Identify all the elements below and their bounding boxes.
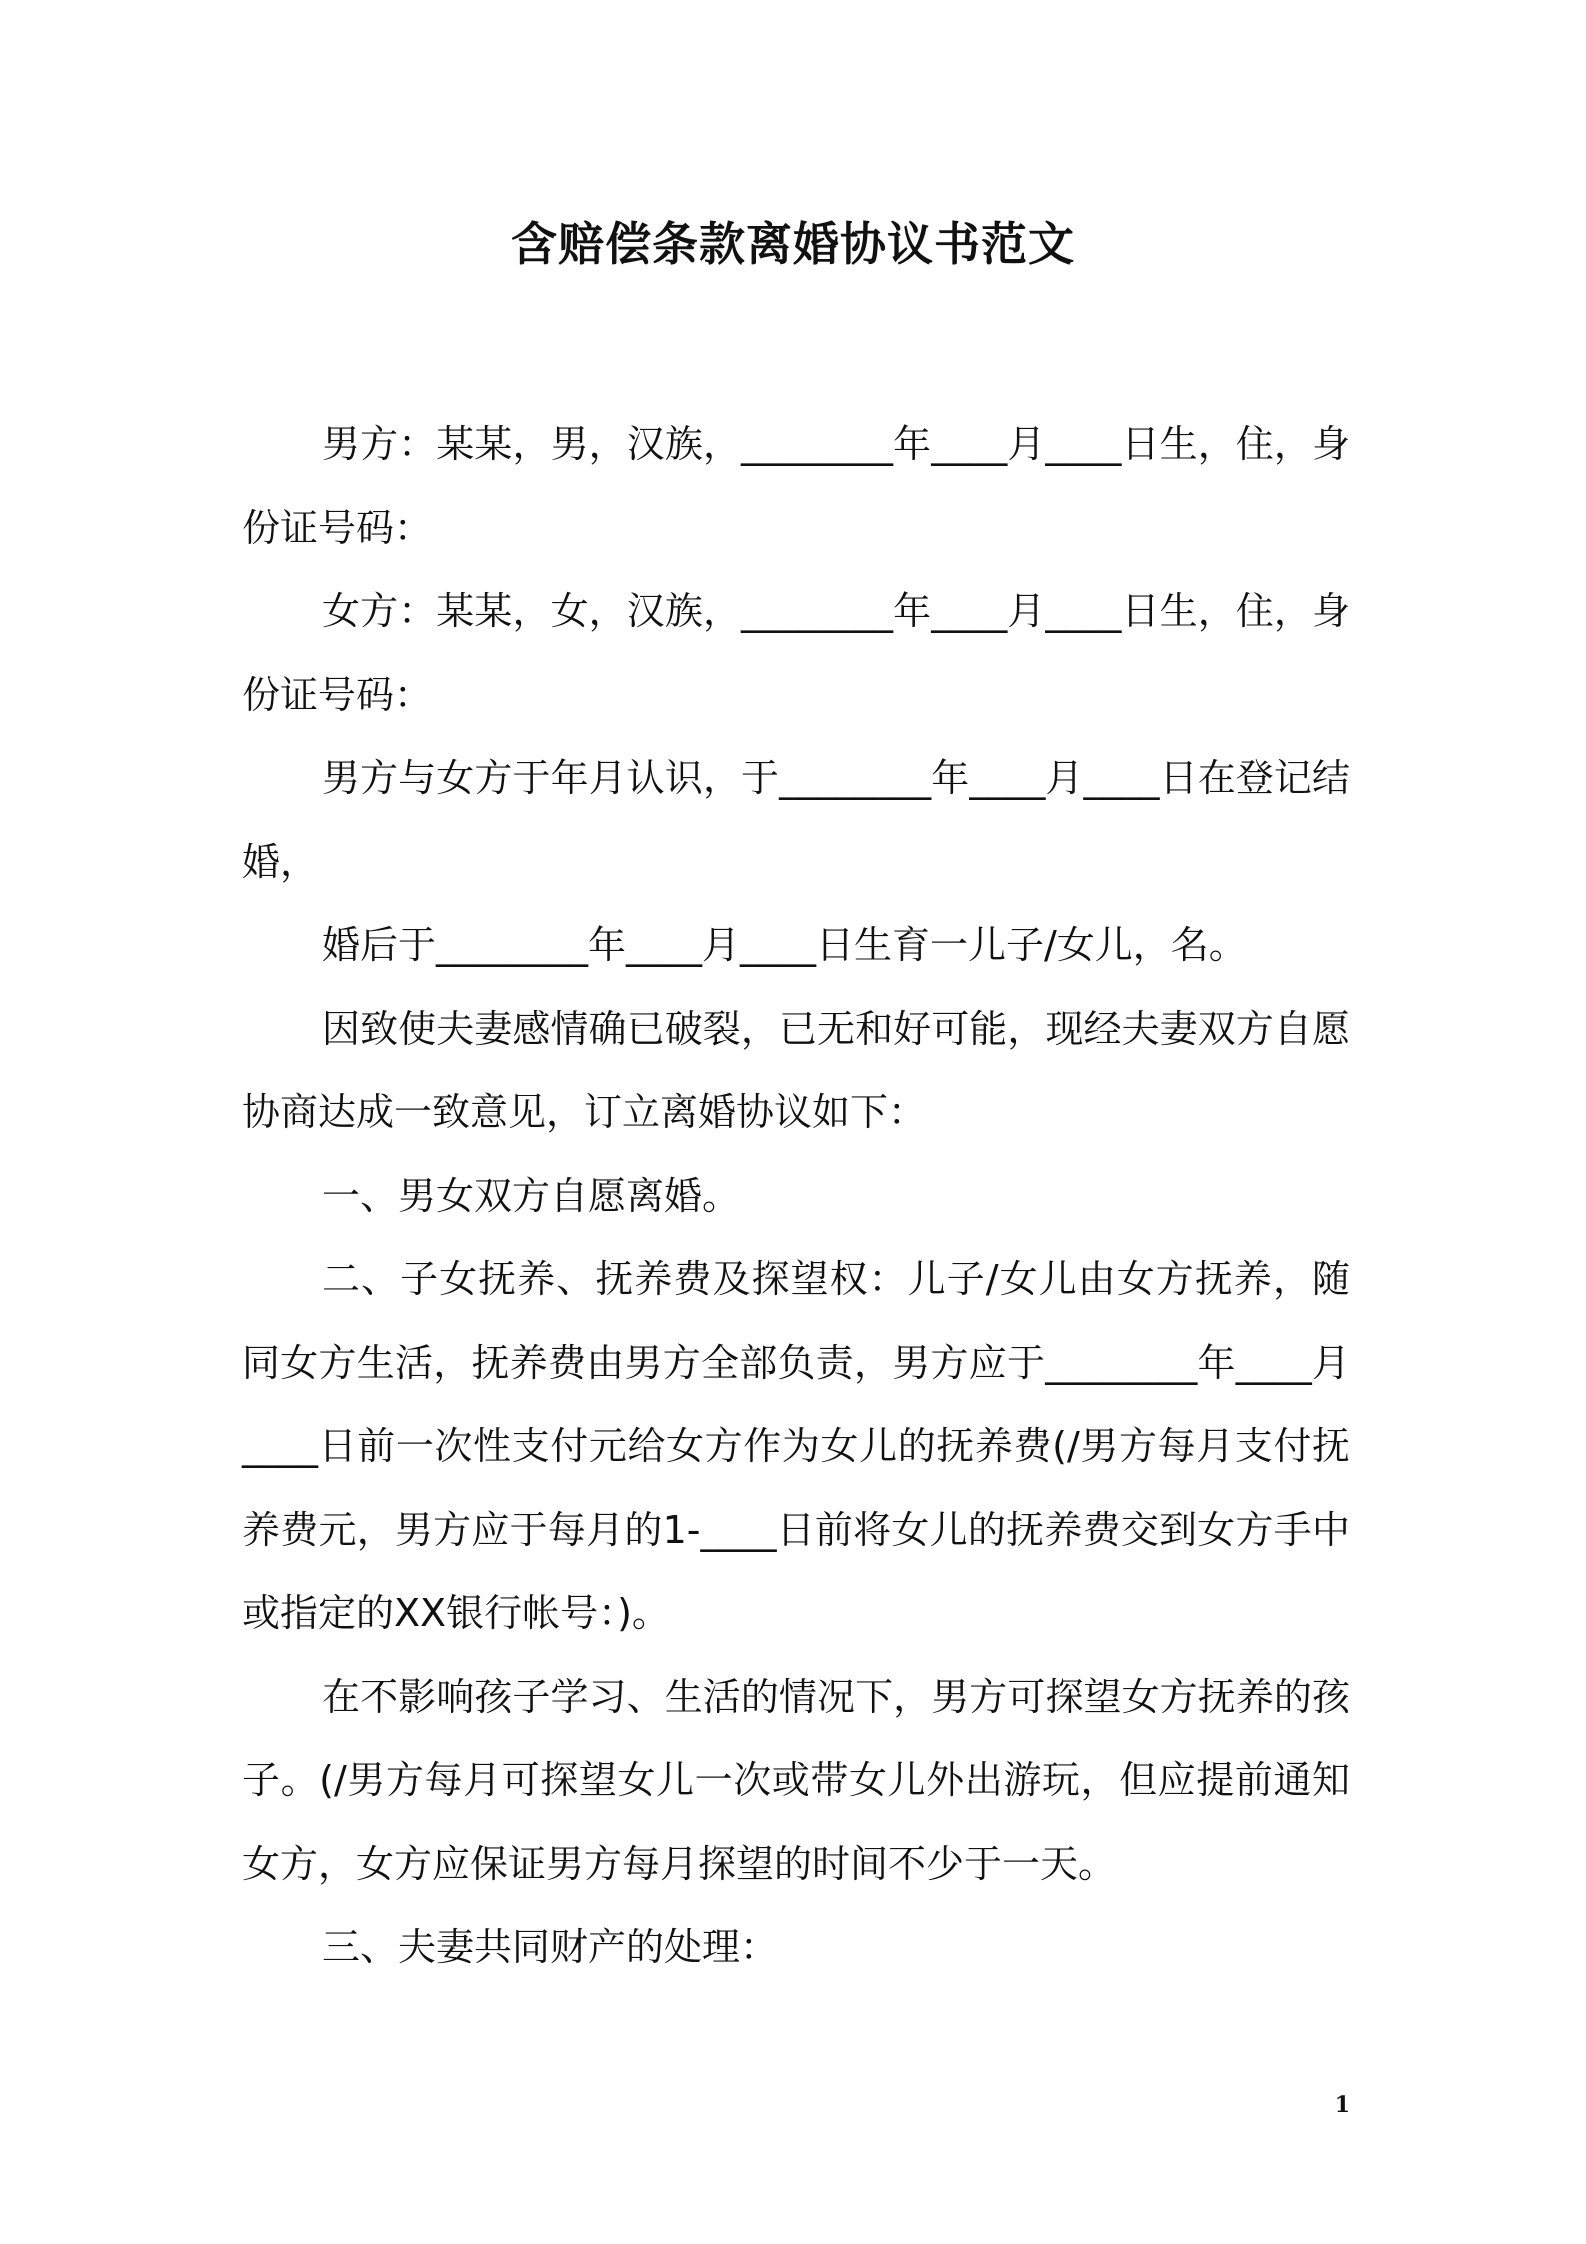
- paragraph-marriage-registration: 男方与女方于年月认识，于________年____月____日在登记结婚，: [242, 756, 1350, 884]
- document-title: 含赔偿条款离婚协议书范文: [511, 217, 1075, 271]
- clause-property-division: 三、夫妻共同财产的处理：: [322, 1925, 779, 1969]
- paragraph-male-party: 男方：某某，男，汉族，________年____月____日生，住，身份证号码：: [242, 422, 1350, 550]
- paragraph-child-birth: 婚后于________年____月____日生育一儿子/女儿，名。: [322, 923, 1247, 967]
- page-number: 1: [1334, 2092, 1350, 2118]
- clause-child-support: 二、子女抚养、抚养费及探望权：儿子/女儿由女方抚养，随同女方生活，抚养费由男方全部负责，男方应于________年____月____日前一次性支付元给女方作为女儿的抚养费(/男方每月支付抚养费元，男方应于每月的1-____日前将女儿的抚养费交到女方手中或指定的XX银行帐号：)。: [242, 1257, 1350, 1635]
- document-body: [242, 403, 1350, 1990]
- paragraph-divorce-reason: 因致使夫妻感情确已破裂，已无和好可能，现经夫妻双方自愿协商达成一致意见，订立离婚协议如下：: [242, 1006, 1350, 1134]
- clause-voluntary-divorce: 一、男女双方自愿离婚。: [322, 1173, 741, 1218]
- paragraph-female-party: 女方：某某，女，汉族，________年____月____日生，住，身份证号码：: [242, 589, 1350, 717]
- paragraph-visitation-rights: 在不影响孩子学习、生活的情况下，男方可探望女方抚养的孩子。(/男方每月可探望女儿一次或带女儿外出游玩，但应提前通知女方，女方应保证男方每月探望的时间不少于一天。: [242, 1674, 1350, 1886]
